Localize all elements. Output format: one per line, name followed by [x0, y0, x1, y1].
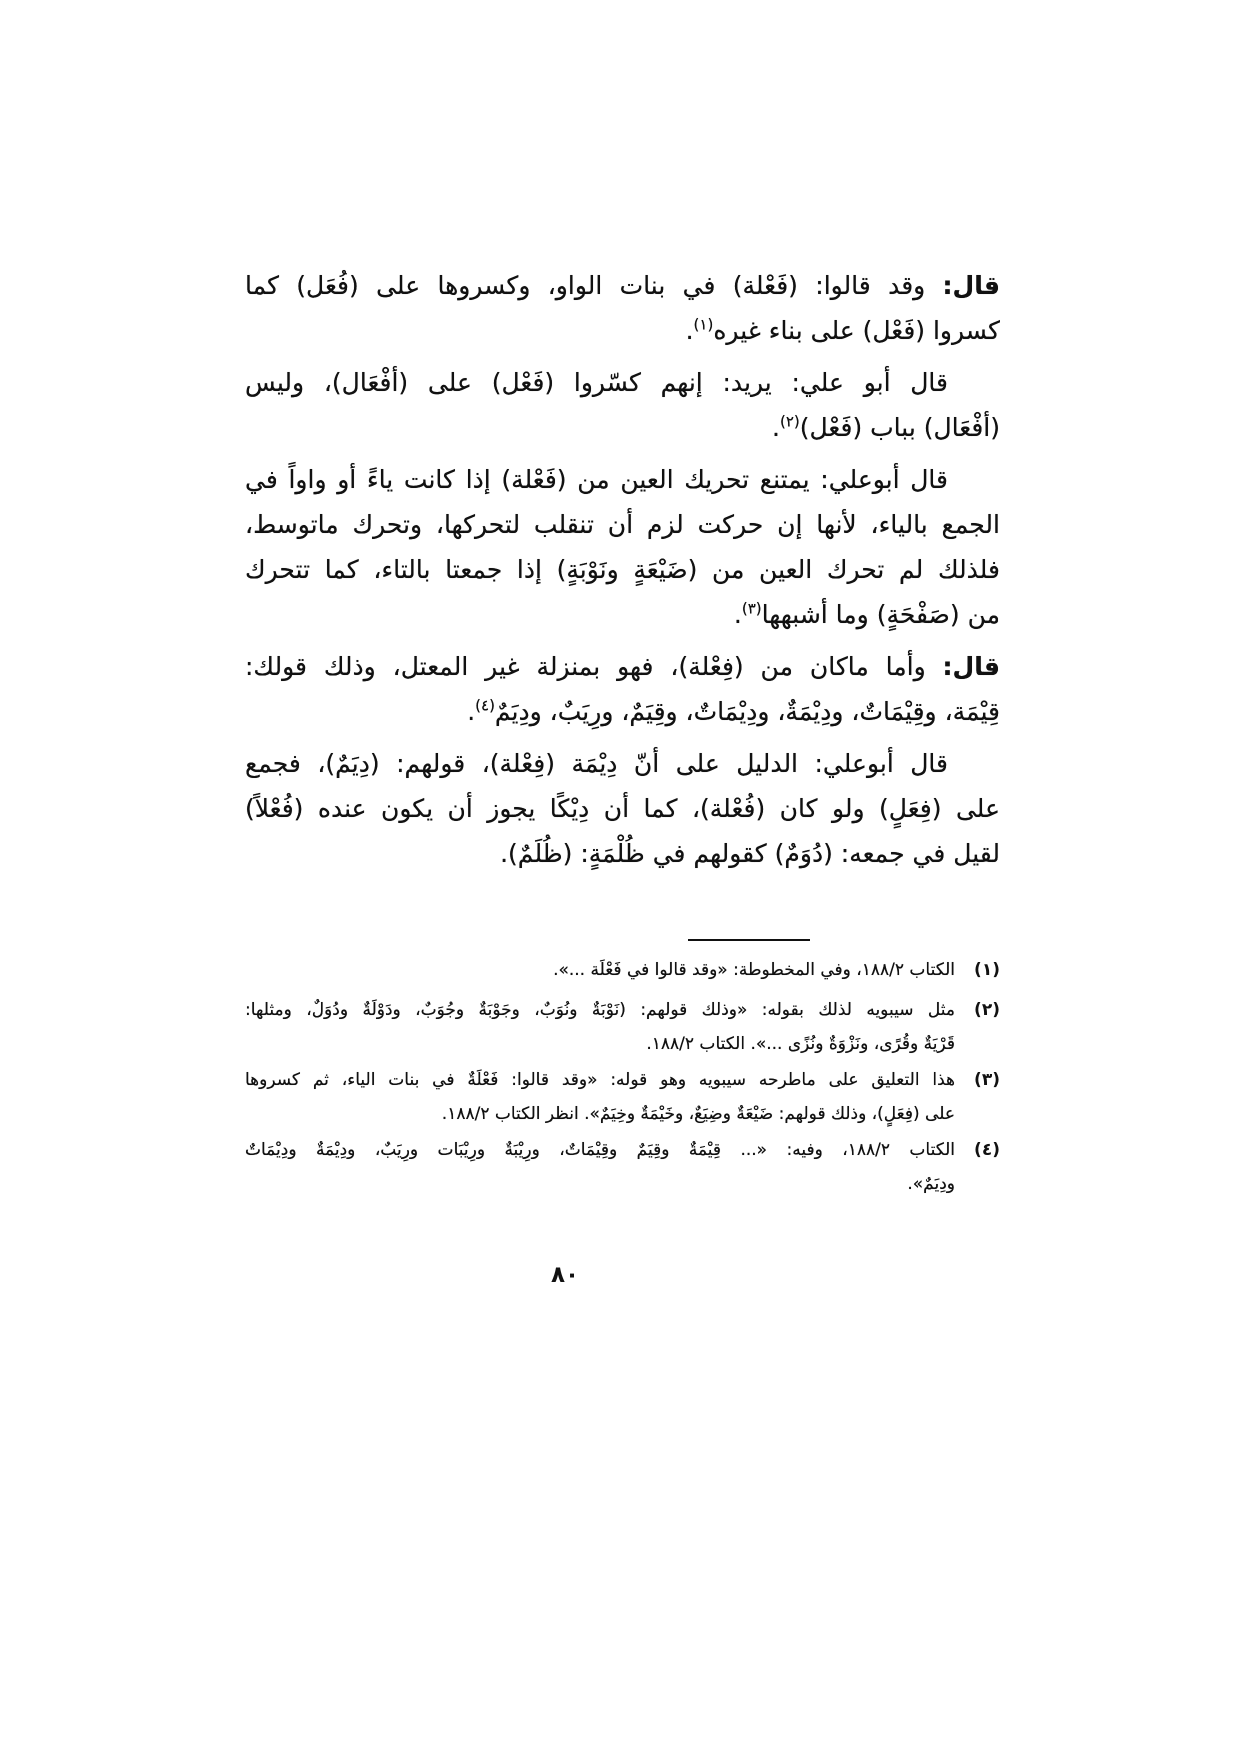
line-text: كسروا (فَعْل) على بناء غيره: [713, 316, 1000, 345]
footnote-line: الكتاب ١٨٨/٢، وفيه: «... قِيْمَةٌ وقِيَمٌ وقِيْمَاتٌ، ورِيْبَةٌ ورِيْبَات ورِيَبٌ، ودِيْمَةٌ ودِيْمَاتٌ: [245, 1140, 955, 1160]
line-end: .: [467, 697, 476, 726]
line-text: قال أبوعلي: يمتنع تحريك العين من (فَعْلة) إذا كانت ياءً أو واواً في: [245, 465, 948, 494]
line-end: .: [733, 600, 742, 629]
main-text: [245, 263, 1000, 883]
line-text: على (فِعَلٍ) ولو كان (فُعْلة)، كما أن دِيْكًا يجوز أن يكون عنده (فُعْلاً): [245, 794, 1000, 823]
text-line: [245, 831, 1000, 876]
text-line: [245, 405, 1000, 450]
line-text: من (صَفْحَةٍ) وما أشبهها: [761, 600, 1000, 629]
text-line: [245, 308, 1000, 353]
footnote-number: (٣): [974, 1070, 1000, 1090]
paragraph: [245, 263, 1000, 353]
line-text: قال أبوعلي: الدليل على أنّ دِيْمَة (فِعْلة)، قولهم: (دِيَمٌ)، فجمع: [245, 749, 948, 778]
text-line: [245, 592, 1000, 637]
footnote: [245, 1133, 1000, 1201]
footnote-line: الكتاب ١٨٨/٢، وفي المخطوطة: «وقد قالوا في فَعْلَة ...».: [553, 960, 955, 980]
footnotes: [245, 953, 1000, 1203]
text-line: [245, 644, 1000, 689]
line-text: (أفْعَال) بباب (فَعْل): [799, 413, 1000, 442]
footnote-reference: (٤): [475, 696, 495, 715]
footnote-body: [245, 1133, 955, 1201]
line-text: قِيْمَة، وقِيْمَاتٌ، ودِيْمَةٌ، ودِيْمَاتٌ، وقِيَمٌ، ورِيَبٌ، ودِيَمٌ: [494, 697, 1000, 726]
line-end: .: [685, 316, 694, 345]
text-line: [245, 786, 1000, 831]
speaker-label: قال:: [942, 652, 1000, 681]
footnote-line: ودِيَمٌ».: [907, 1174, 955, 1194]
footnote-line: مثل سيبويه لذلك بقوله: «وذلك قولهم: (نَوْبَةٌ ونُوَبٌ، وجَوْبَةٌ وجُوَبٌ، ودَوْلَةٌ ودُوَلٌ، ومثلها:: [245, 1000, 955, 1020]
paragraph: [245, 360, 1000, 450]
footnote-line: على (فِعَلٍ)، وذلك قولهم: ضَيْعَةٌ وضِيَعٌ، وخَيْمَةٌ وخِيَمٌ». انظر الكتاب ١٨٨/٢.: [441, 1104, 955, 1124]
footnote-line: هذا التعليق على ماطرحه سيبويه وهو قوله: «وقد قالوا: فَعْلَةٌ في بنات الياء، ثم كسروها: [245, 1070, 955, 1090]
footnote-number: (٢): [974, 1000, 1000, 1020]
text-line: [245, 360, 1000, 405]
footnote-body: [245, 1063, 955, 1131]
line-end: .: [772, 413, 780, 442]
line-text: فلذلك لم تحرك العين من (ضَيْعَةٍ ونَوْبَةٍ) إذا جمعتا بالتاء، كما تتحرك: [245, 555, 1000, 584]
line-text: وأما ماكان من (فِعْلة)، فهو بمنزلة غير المعتل، وذلك قولك:: [245, 652, 943, 681]
footnote-number: (١): [974, 960, 1000, 980]
footnote-number: (٤): [974, 1140, 1000, 1160]
text-line: [245, 457, 1000, 502]
footnote: [245, 993, 1000, 1061]
text-line: [245, 689, 1000, 734]
page-number: ٨٠: [550, 1262, 580, 1288]
paragraph: [245, 741, 1000, 876]
line-text: وقد قالوا: (فَعْلة) في بنات الواو، وكسروها على (فُعَل) كما: [245, 271, 943, 300]
text-line: [245, 741, 1000, 786]
footnote-line: قَرْيَةٌ وقُرًى، ونَزْوَةٌ ونُزًى ...». الكتاب ١٨٨/٢.: [646, 1034, 955, 1054]
paragraph: [245, 644, 1000, 734]
text-line: [245, 547, 1000, 592]
line-text: الجمع بالياء، لأنها إن حركت لزم أن تنقلب لتحركها، وتحرك ماتوسط،: [245, 510, 1000, 539]
footnote-reference: (٢): [779, 412, 800, 431]
paragraph: [245, 457, 1000, 637]
line-text: قال أبو علي: يريد: إنهم كسّروا (فَعْل) على (أفْعَال)، وليس: [245, 368, 948, 397]
footnote-reference: (١): [693, 315, 714, 334]
footnote-body: [245, 993, 955, 1061]
footnote: [245, 953, 1000, 987]
footnote: [245, 1063, 1000, 1131]
speaker-label: قال:: [942, 271, 1000, 300]
text-line: [245, 263, 1000, 308]
text-line: [245, 502, 1000, 547]
line-text: لقيل في جمعه: (دُوَمٌ) كقولهم في ظُلْمَةٍ: (ظُلَمٌ).: [500, 839, 1000, 868]
footnote-separator: [688, 939, 810, 941]
footnote-reference: (٣): [741, 599, 762, 618]
footnote-body: [245, 953, 955, 987]
